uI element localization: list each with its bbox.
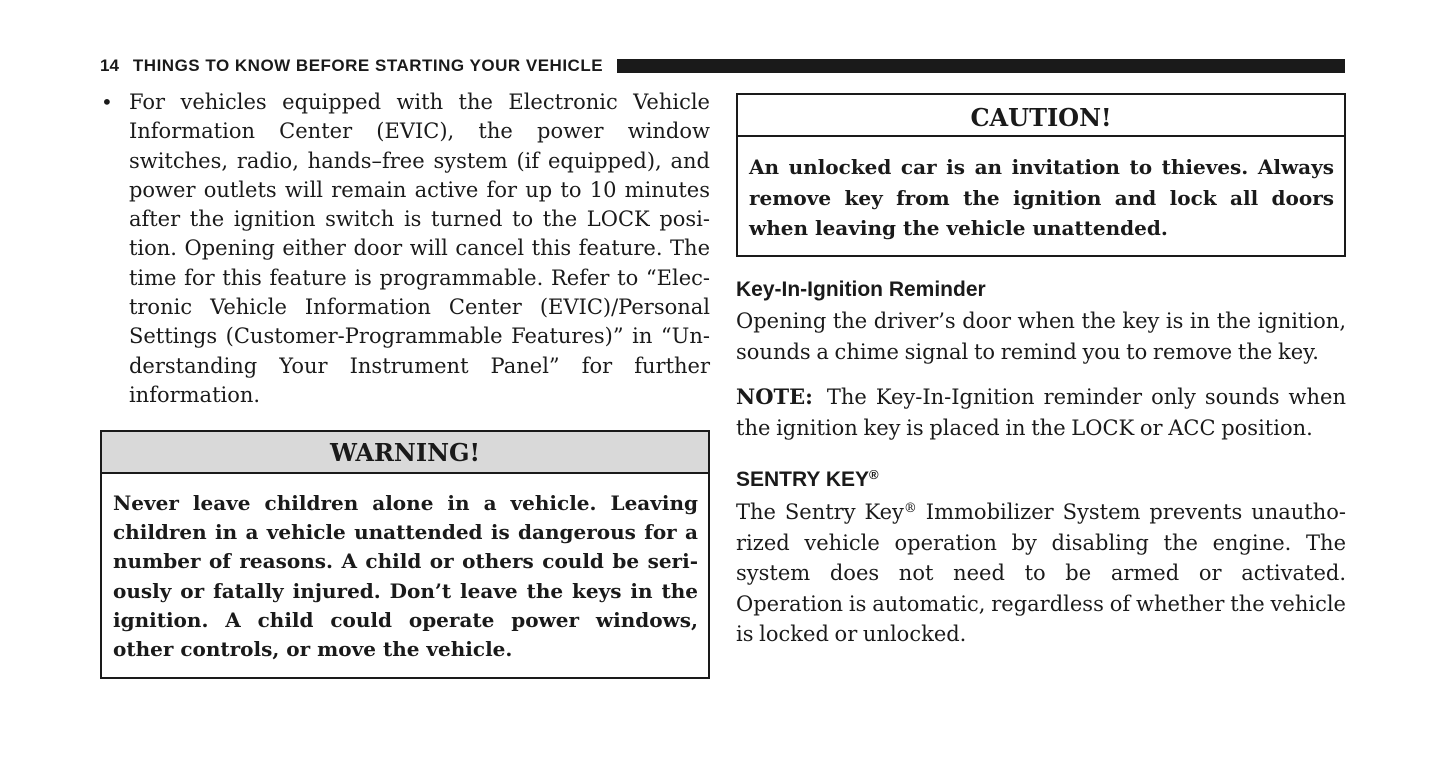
section-title: THINGS TO KNOW BEFORE STARTING YOUR VEHICLE	[132, 56, 604, 75]
key-reminder-heading: Key-In-Ignition Reminder	[736, 278, 986, 301]
warning-text: Never leave children alone in a vehicle. Leaving children in a vehicle unattended is dangerous for a number of reasons. A child or others could be seri- ously or fatally injured. Don’t leave the keys in the ignition. A child could operate power windows, other controls, or move the vehicle.	[113, 491, 698, 662]
bullet-icon: •	[101, 90, 113, 114]
page-number: 14	[100, 56, 119, 75]
header-rule	[617, 59, 1345, 73]
bullet-text: For vehicles equipped with the Electronic Vehicle Information Center (EVIC), the power window switches, radio, hands–free system (if equipped), and power outlets will remain active for up to 10 minutes after the ignition switch is turned to the LOCK posi- tion. Opening either door will cancel this feature. The time for this feature is programmable. Refer to “Elec- tronic Vehicle Information Center (EVIC)/Personal Settings (Customer-Programmable Features)” in “Un- derstanding Your Instrument Panel” for further information.	[128, 90, 710, 407]
note-text: The Key-In-Ignition reminder only sounds when the ignition key is placed in the LOCK or ACC position.	[736, 385, 1346, 440]
sentry-key-heading	[736, 467, 1346, 493]
left-column	[100, 88, 710, 662]
key-reminder-text: Opening the driver’s door when the key is in the ignition, sounds a chime signal to remind you to remove the key.	[736, 309, 1346, 364]
page-header	[100, 55, 1345, 77]
registered-mark: ®	[903, 501, 917, 516]
sentry-key-heading-text: SENTRY KEY	[736, 468, 870, 491]
note-paragraph	[736, 382, 1346, 443]
sentry-text-rest: Immobilizer System prevents unautho- rized vehicle operation by disabling the engine. The system does not need to be armed or activated. Operation is automatic, regardless of whether the vehicle is locked or unlocked.	[736, 500, 1346, 646]
sentry-text-lead: The Sentry Key	[736, 500, 904, 524]
caution-box	[736, 93, 1346, 257]
sentry-key-text	[736, 497, 1346, 650]
caution-text: An unlocked car is an invitation to thieves. Always remove key from the ignition and lock all doors when leaving the vehicle unattended.	[749, 155, 1334, 240]
note-label: NOTE:	[736, 384, 813, 409]
warning-box	[100, 430, 710, 679]
registered-mark: ®	[869, 467, 879, 482]
bullet-item	[100, 88, 710, 410]
caution-title: CAUTION!	[738, 95, 1344, 137]
warning-title: WARNING!	[102, 432, 708, 474]
right-column	[736, 93, 1346, 650]
